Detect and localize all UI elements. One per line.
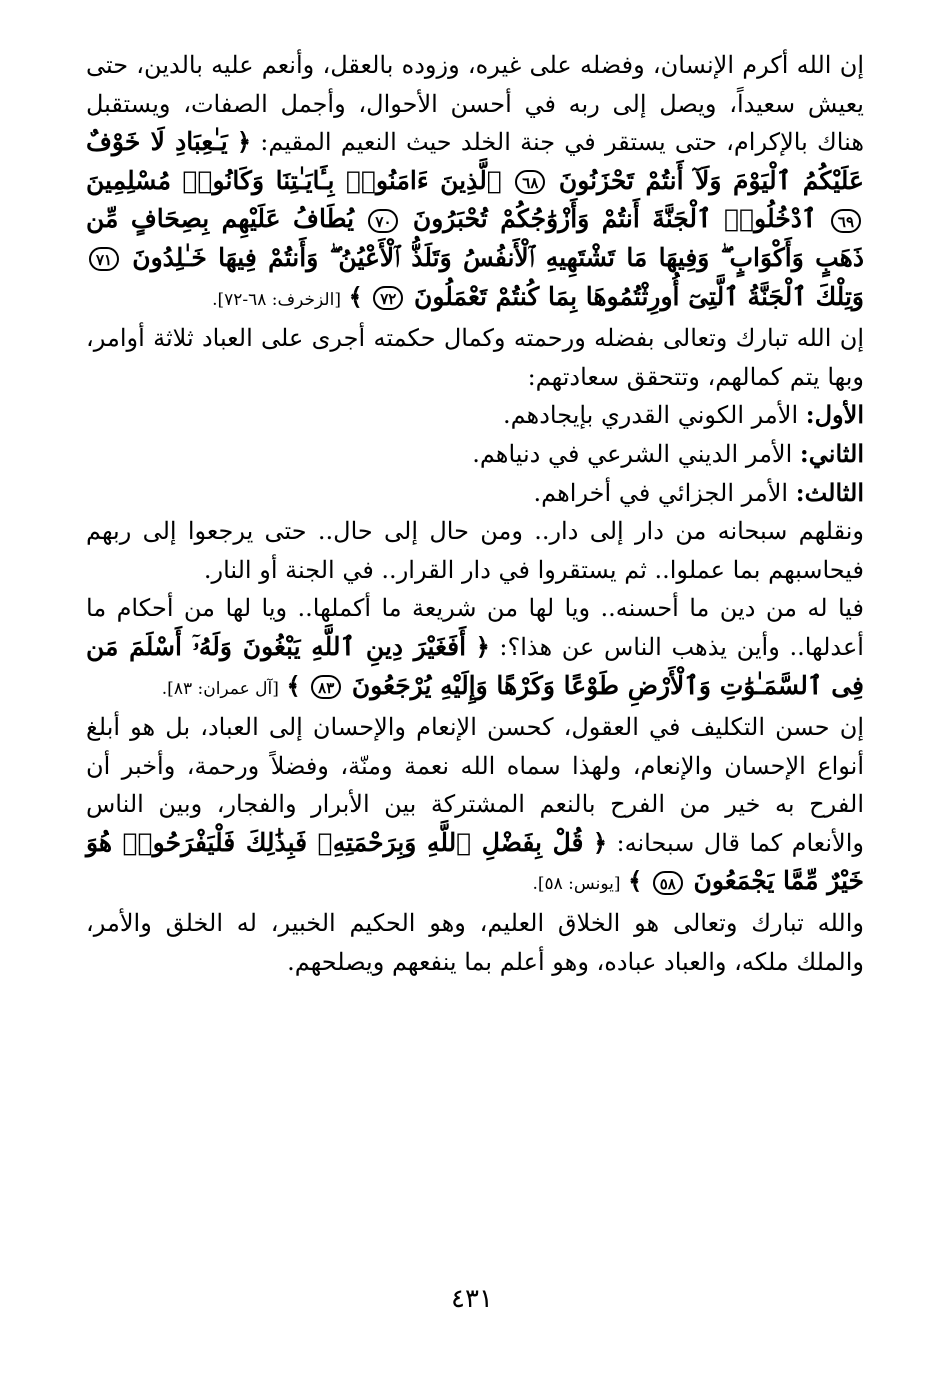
- quran-verse-segment: يَـٰعِبَادِ لَا خَوْفٌ عَلَيْكُمُ ٱلْيَوْمَ وَلَآ أَنتُمْ تَحْزَنُونَ: [86, 127, 864, 195]
- quran-verse-segment: ٱلَّذِينَ ءَامَنُوا۟ بِـَٔايَـٰتِنَا وَكَانُوا۟ مُسْلِمِينَ: [86, 165, 502, 195]
- surah-reference: [الزخرف: ٦٨-٧٢].: [212, 289, 341, 310]
- page-body: [86, 46, 864, 1276]
- text-segment: إن حسن التكليف في العقول، كحسن الإنعام والإحسان إلى العباد، بل هو أبلغ أنواع الإحسان والإنعام، ولهذا سماه الله نعمة ومنّة، وفضلاً ورحمة، وأخبر أن الفرح به خير من الفرح بالنعم المشتركة بين الأبرار والفجار، وبين الناس والأنعام كما قال سبحانه:: [86, 713, 864, 857]
- text-segment: إن الله أكرم الإنسان، وفضله على غيره، وزوده بالعقل، وأنعم عليه بالدين، حتى يعيش سعيداً، ويصل إلى ربه في أحسن الأحوال، وأجمل الصفات، ويستقبل هناك بالإكرام، حتى يستقر في جنة الخلد حيث النعيم المقيم:: [86, 51, 864, 157]
- list-lead-first: الأول:: [805, 400, 864, 430]
- text-segment: والله تبارك وتعالى هو الخلاق العليم، وهو الحكيم الخبير، له الخلق والأمر، والملك ملكه، والعباد عباده، وهو أعلم بما ينفعهم ويصلحهم.: [86, 909, 864, 976]
- paragraph-7: [86, 589, 864, 708]
- quran-open-bracket: ﴿: [592, 827, 608, 857]
- paragraph-1: [86, 46, 864, 319]
- ayah-number-marker: ٦٨: [515, 170, 545, 194]
- quran-open-bracket: ﴿: [236, 127, 252, 157]
- paragraph-6: [86, 512, 864, 589]
- quran-open-bracket: ﴿: [475, 631, 490, 661]
- quran-close-bracket: ﴾: [628, 866, 643, 896]
- paragraph-second-command: [86, 435, 864, 474]
- ayah-number-marker: ٦٩: [831, 209, 861, 233]
- quran-close-bracket: ﴾: [286, 670, 301, 700]
- quran-verse-segment: ٱدْخُلُوا۟ ٱلْجَنَّةَ أَنتُمْ وَأَزْوَٰجُكُمْ تُحْبَرُونَ: [412, 204, 817, 234]
- ayah-number-marker: ٧٠: [368, 209, 398, 233]
- text-segment: الأمر الكوني القدري بإيجادهم.: [502, 401, 799, 430]
- list-lead-second: الثاني:: [799, 438, 864, 468]
- paragraph-2: [86, 319, 864, 396]
- quran-verse-segment: وَتِلْكَ ٱلْجَنَّةُ ٱلَّتِىٓ أُورِثْتُمُوهَا بِمَا كُنتُمْ تَعْمَلُونَ: [413, 281, 864, 311]
- list-lead-third: الثالث:: [795, 477, 864, 507]
- page-number: ٤٣١: [451, 1284, 493, 1314]
- ayah-number-marker: ٨٣: [311, 675, 341, 699]
- quran-verse-segment: قُلْ بِفَضْلِ ٱللَّهِ وَبِرَحْمَتِهِۦ فَبِذَٰلِكَ فَلْيَفْرَحُوا۟ هُوَ خَيْرٌ مِّمَّا يَجْمَعُونَ: [86, 827, 864, 896]
- ayah-number-marker: ٧٢: [373, 286, 403, 310]
- text-segment: الأمر الجزائي في أخراهم.: [533, 478, 789, 507]
- quran-close-bracket: ﴾: [348, 281, 363, 311]
- paragraph-first-command: [86, 396, 864, 435]
- text-segment: ونقلهم سبحانه من دار إلى دار.. ومن حال إلى حال.. حتى يرجعوا إلى ربهم فيحاسبهم بما عملوا.. ثم يستقروا في دار القرار.. في الجنة أو النار.: [86, 517, 864, 584]
- ayah-number-marker: ٥٨: [653, 871, 683, 895]
- surah-reference: [يونس: ٥٨].: [532, 874, 621, 895]
- text-segment: فيا له من دين ما أحسنه.. ويا لها من شريعة ما أكملها.. ويا لها من أحكام ما أعدلها.. وأين يذهب الناس عن هذا؟:: [86, 594, 864, 661]
- text-segment: إن الله تبارك وتعالى بفضله ورحمته وكمال حكمته أجرى على العباد ثلاثة أوامر، وبها يتم كمالهم، وتتحقق سعادتهم:: [86, 324, 864, 391]
- ayah-number-marker: ٧١: [89, 247, 119, 271]
- paragraph-8: [86, 708, 864, 904]
- paragraph-third-command: [86, 474, 864, 513]
- quran-verse-segment: يُطَافُ عَلَيْهِم بِصِحَافٍ مِّن ذَهَبٍ وَأَكْوَابٍ ۖ وَفِيهَا مَا تَشْتَهِيهِ ٱلْأَنفُسُ وَتَلَذُّ ٱلْأَعْيُنُ ۖ وَأَنتُمْ فِيهَا خَـٰلِدُونَ: [86, 204, 864, 272]
- surah-reference: [آل عمران: ٨٣].: [161, 678, 279, 699]
- quran-verse-segment: أَفَغَيْرَ دِينِ ٱللَّهِ يَبْغُونَ وَلَهُۥٓ أَسْلَمَ مَن فِى ٱلسَّمَـٰوَٰتِ وَٱلْأَرْضِ طَوْعًا وَكَرْهًا وَإِلَيْهِ يُرْجَعُونَ: [86, 631, 864, 700]
- text-segment: الأمر الديني الشرعي في دنياهم.: [472, 439, 793, 468]
- paragraph-9: [86, 904, 864, 981]
